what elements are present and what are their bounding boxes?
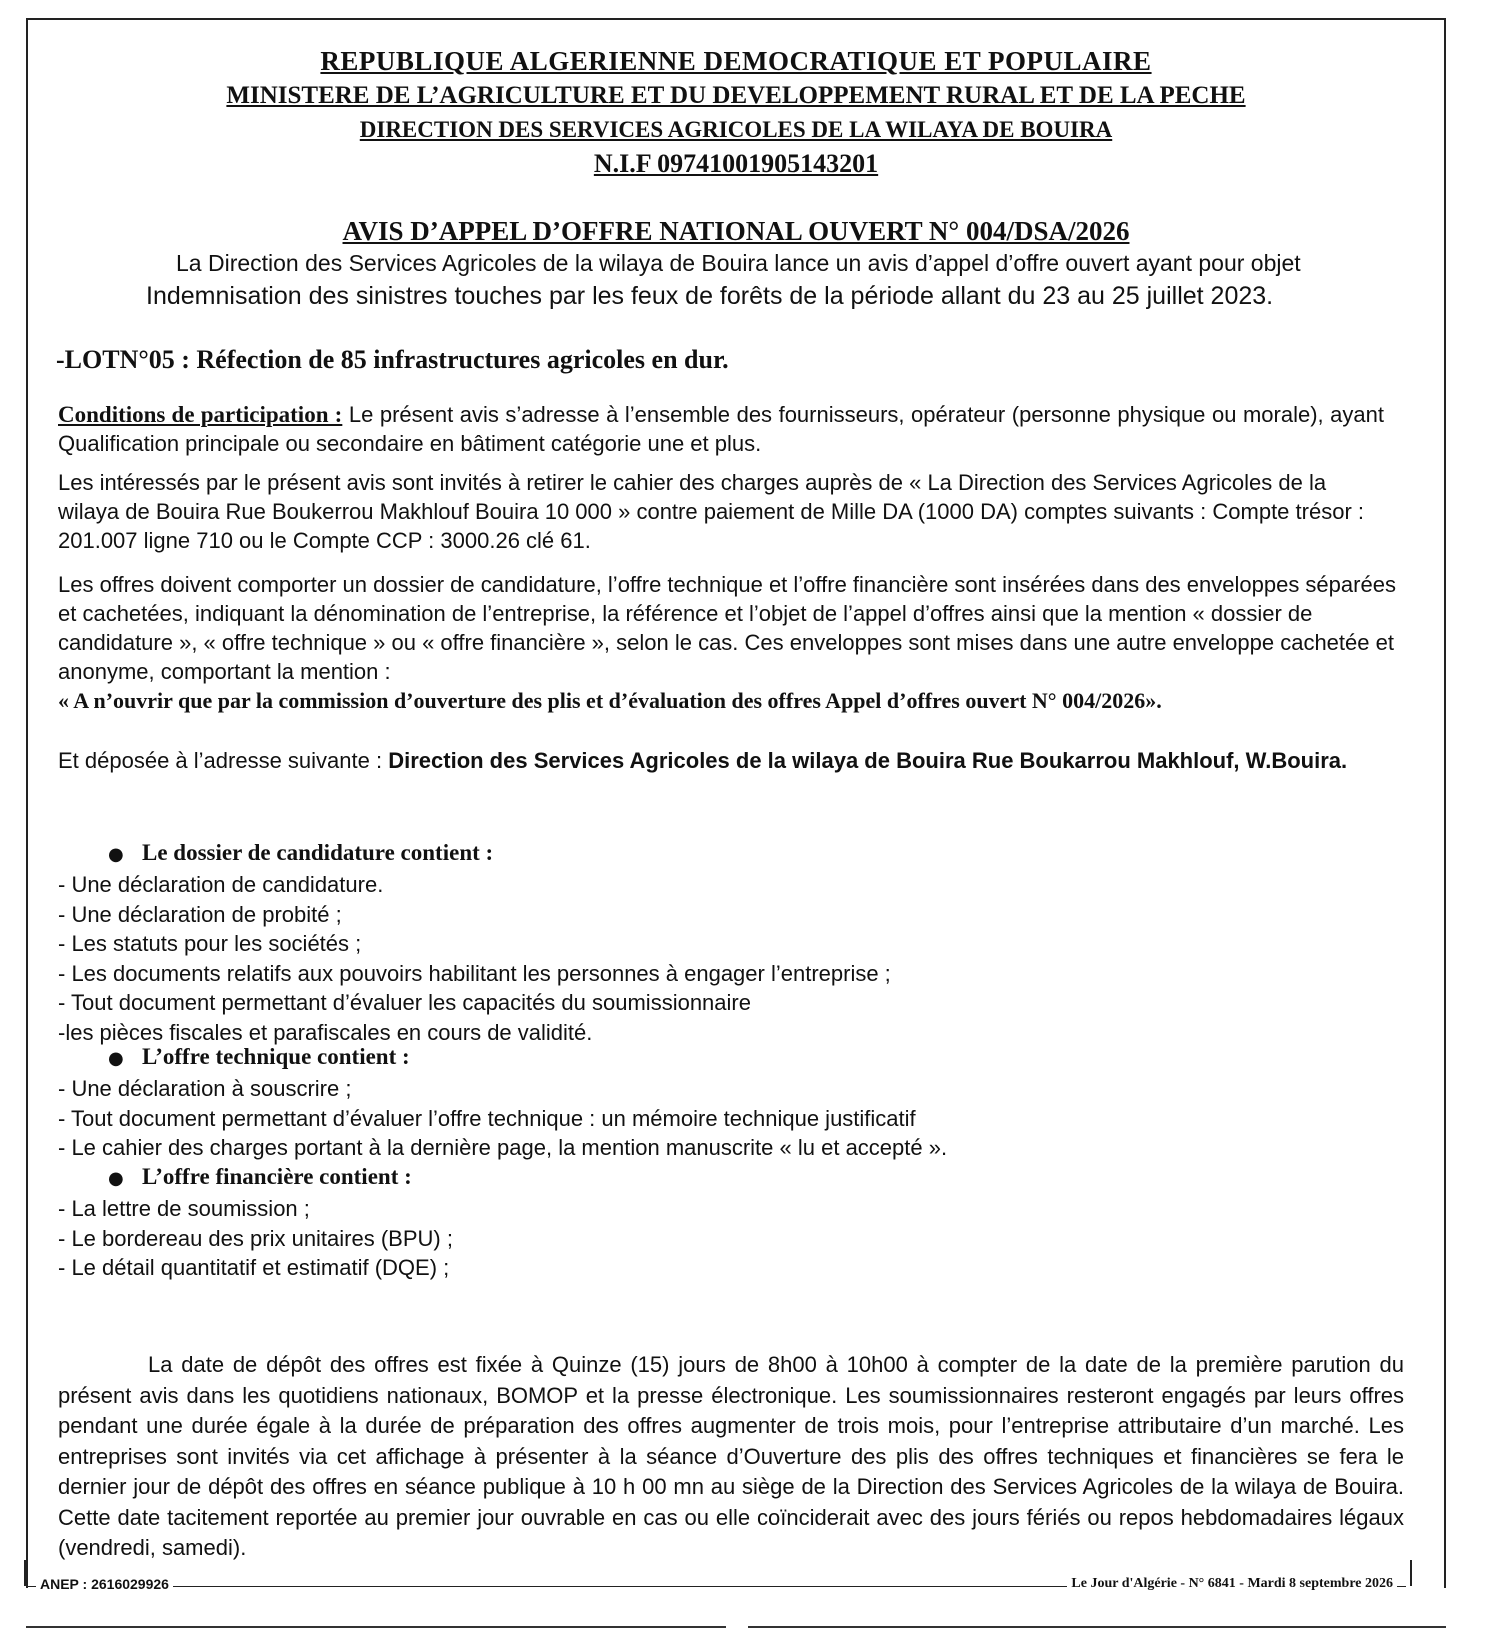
lot-title: -LOTN°05 : Réfection de 85 infrastructures agricoles en dur.: [56, 345, 729, 374]
conditions-paragraph: [58, 400, 1384, 458]
notice-frame: [26, 18, 1446, 1588]
technique-heading: ● L’offre technique contient :: [108, 1044, 410, 1069]
notice-title: AVIS D’APPEL D’OFFRE NATIONAL OUVERT N° 004/DSA/2026: [342, 216, 1130, 246]
list-item: -les pièces fiscales et parafiscales en cours de validité.: [58, 1019, 593, 1045]
financiere-heading: ● L’offre financière contient :: [108, 1164, 412, 1189]
deposit-paragraph: [58, 744, 1404, 777]
deposit-label: Et déposée à l’adresse suivante :: [58, 748, 389, 773]
list-item: - Les statuts pour les sociétés ;: [58, 931, 362, 956]
frame-corner-right: [1410, 1560, 1412, 1586]
frame-corner-left: [24, 1560, 26, 1586]
bullet-icon: ●: [108, 844, 124, 865]
bottom-rule-right: [748, 1626, 1446, 1628]
technique-list: [58, 1074, 947, 1163]
intro-line-1: La Direction des Services Agricoles de la wilaya de Bouira lance un avis d’appel d’offre ouvert ayant pour objet: [176, 250, 1301, 276]
list-item: - Le cahier des charges portant à la dernière page, la mention manuscrite « lu et accepté ».: [58, 1135, 948, 1160]
list-item: - Une déclaration de candidature.: [58, 872, 384, 897]
offers-paragraph: Les offres doivent comporter un dossier de candidature, l’offre technique et l’offre financière sont insérées dans des enveloppes séparées et cachetées, indiquant la dénomination de l’entreprise, la référence et l’objet de l’appel d’offres ainsi que la mention « dossier de candidature », « offre technique » ou « offre financière », selon le cas. Ces enveloppes sont mises dans une autre enveloppe cachetée et anonyme, comportant la mention :: [58, 572, 1396, 684]
direction-heading: DIRECTION DES SERVICES AGRICOLES DE LA WILAYA DE BOUIRA: [359, 117, 1113, 142]
conditions-text: Le présent avis s’adresse à l’ensemble des fournisseurs, opérateur (personne physique ou morale), ayant Qualification principale ou secondaire en bâtiment catégorie une et plus.: [58, 402, 1384, 456]
nif-heading: N.I.F 09741001905143201: [593, 149, 879, 178]
list-item: - Le bordereau des prix unitaires (BPU) ;: [58, 1225, 453, 1251]
bullet-icon: ●: [108, 1048, 124, 1069]
list-item: - Tout document permettant d’évaluer les capacités du soumissionnaire: [58, 990, 751, 1015]
list-item: - Le détail quantitatif et estimatif (DQE) ;: [58, 1255, 450, 1280]
list-item: - La lettre de soumission ;: [58, 1196, 310, 1221]
republic-heading: REPUBLIQUE ALGERIENNE DEMOCRATIQUE ET POPULAIRE: [320, 46, 1152, 76]
list-item: - Une déclaration à souscrire ;: [58, 1076, 352, 1101]
anep-reference: ANEP : 2616029926: [36, 1576, 173, 1592]
bullet-icon: ●: [108, 1168, 124, 1189]
deadline-paragraph: La date de dépôt des offres est fixée à Quinze (15) jours de 8h00 à 10h00 à compter de la date de la première parution du présent avis dans les quotidiens nationaux, BOMOP et la presse électronique. Les soumissionnaires resteront engagés par leurs offres pendant une durée égale à la durée de préparation des offres augmenter de trois mois, pour l’entreprise attributaire d’un marché. Les entreprises sont invités via cet affichage à présenter à la séance d’Ouverture des plis des offres techniques et financières se fera le dernier jour de dépôt des offres en séance publique à 10 h 00 mn au siège de la Direction des Services Agricoles de la wilaya de Bouira. Cette date tacitement reportée au premier jour ouvrable en cas ou elle coïnciderait avec des jours fériés ou repos hebdomadaires légaux (vendredi, samedi).: [58, 1352, 1404, 1560]
conditions-label: Conditions de participation :: [58, 402, 343, 427]
intro-line-2: Indemnisation des sinistres touches par les feux de forêts de la période allant du 23 au 25 juillet 2023.: [146, 282, 1274, 310]
candidature-list: [58, 870, 891, 1047]
withdrawal-paragraph: Les intéressés par le présent avis sont invités à retirer le cahier des charges auprès de « La Direction des Services Agricoles de la wilaya de Bouira Rue Boukerrou Makhlouf Bouira 10 000 » contre paiement de Mille DA (1000 DA) comptes suivants : Compte trésor : 201.007 ligne 710 ou le Compte CCP : 3000.26 clé 61.: [58, 470, 1364, 553]
list-item: - Les documents relatifs aux pouvoirs habilitant les personnes à engager l’entreprise ;: [58, 960, 891, 986]
ministry-heading: MINISTERE DE L’AGRICULTURE ET DU DEVELOPPEMENT RURAL ET DE LA PECHE: [226, 82, 1246, 109]
deposit-address: Direction des Services Agricoles de la wilaya de Bouira Rue Boukarrou Makhlouf, W.Bouira.: [388, 748, 1348, 773]
opening-mention: « A n’ouvrir que par la commission d’ouverture des plis et d’évaluation des offres Appel d’offres ouvert N° 004/2026».: [58, 688, 1162, 713]
list-item: - Tout document permettant d’évaluer l’offre technique : un mémoire technique justificatif: [58, 1105, 916, 1131]
financiere-list: [58, 1194, 453, 1283]
journal-reference: Le Jour d'Algérie - N° 6841 - Mardi 8 septembre 2026: [1067, 1576, 1397, 1592]
list-item: - Une déclaration de probité ;: [58, 901, 342, 927]
candidature-heading: ● Le dossier de candidature contient :: [108, 840, 494, 865]
bottom-rule-left: [26, 1626, 726, 1628]
